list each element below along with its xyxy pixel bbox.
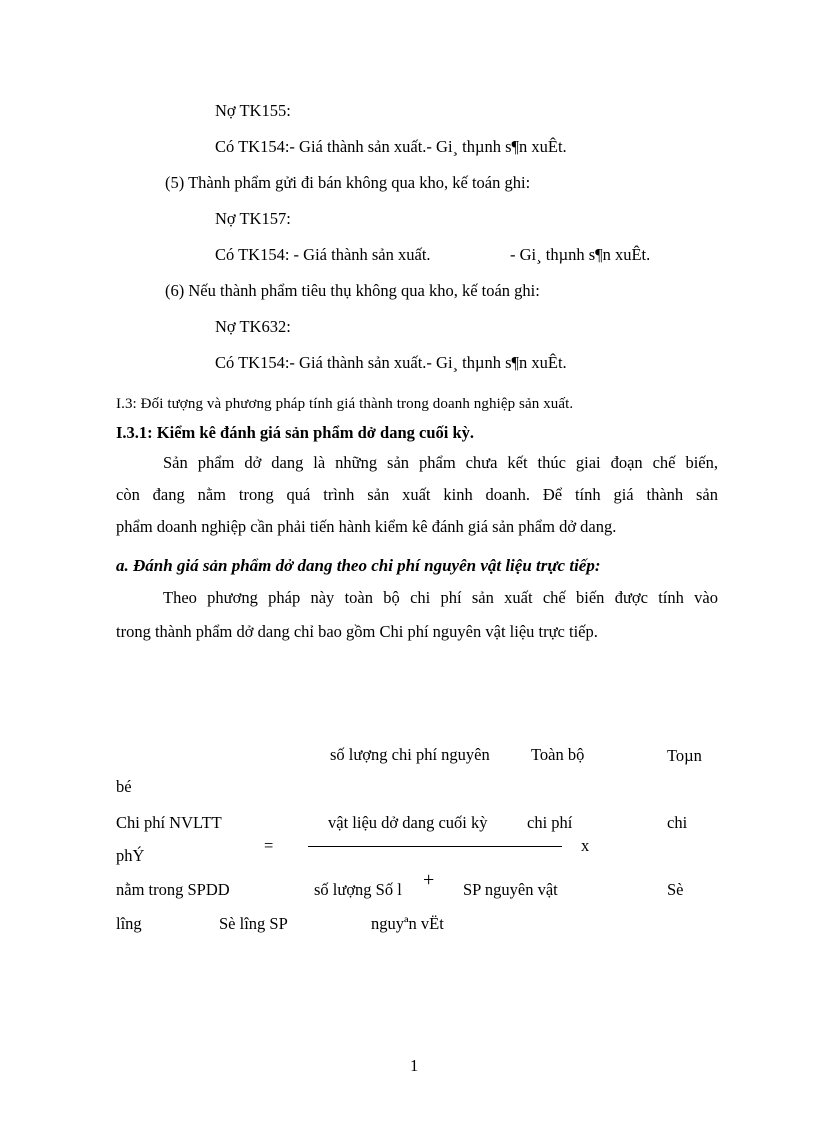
text-no-tk155: Nợ TK155: (215, 101, 291, 120)
formula-lhs-1: Chi phí NVLTT (116, 813, 222, 832)
para1-line3: phẩm doanh nghiệp cần phải tiến hành kiểm kê đánh giá sản phẩm dở dang. (116, 517, 617, 536)
formula-chi: chi (667, 813, 688, 832)
formula-lhs-2: nằm trong SPDD (116, 880, 230, 899)
text-co-tk154-b1: Có TK154: - Giá thành sản xuất. (215, 245, 431, 264)
formula-sp-nguyen-vat: SP nguyên vật (463, 880, 558, 899)
formula-numerator-2: vật liệu dở dang cuối kỳ (328, 813, 488, 832)
heading-a: a. Đánh giá sản phẩm dở dang theo chi phí nguyên vật liệu trực tiếp: (116, 556, 601, 575)
formula-phy: phÝ (116, 846, 145, 865)
formula-se-1: Sè (667, 880, 684, 899)
text-co-tk154-b2: - Gi¸ thµnh s¶n xuÊt. (510, 245, 651, 264)
text-co-tk154-c: Có TK154:- Giá thành sản xuất.- Gi¸ thµnh s¶n xuÊt. (215, 353, 567, 372)
heading-1-3-1: I.3.1: Kiểm kê đánh giá sản phẩm dở dang cuối kỳ. (116, 423, 475, 442)
text-no-tk632: Nợ TK632: (215, 317, 291, 336)
formula-toan-garbled: Toµn (667, 746, 702, 765)
formula-plus: + (423, 869, 435, 891)
formula-toan-bo: Toàn bộ (531, 745, 585, 764)
para2-line1: Theo phương pháp này toàn bộ chi phí sản xuất chế biến được tính vào (163, 588, 718, 607)
text-no-tk157: Nợ TK157: (215, 209, 291, 228)
para2-line2: trong thành phẩm dở dang chỉ bao gồm Chi phí nguyên vật liệu trực tiếp. (116, 622, 598, 641)
formula-numerator-1: số lượng chi phí nguyên (330, 745, 490, 764)
formula-chi-phi: chi phí (527, 813, 573, 832)
formula-nguyen-vat: nguyªn vËt (371, 914, 444, 933)
para1-line1: Sản phẩm dở dang là những sản phẩm chưa kết thúc giai đoạn chế biến, (163, 453, 718, 472)
section-heading-1-3: I.3: Đối tượng và phương pháp tính giá thành trong doanh nghiệp sản xuất. (116, 396, 574, 412)
text-item-5: (5) Thành phẩm gửi đi bán không qua kho, kế toán ghi: (165, 173, 531, 192)
formula-equals: = (264, 836, 274, 855)
para1-line2: còn đang nằm trong quá trình sản xuất kinh doanh. Để tính giá thành sản (116, 485, 718, 504)
page-number: 1 (410, 1056, 419, 1075)
formula-se-luong-sp: Sè lîng SP (219, 914, 288, 933)
formula-be: bé (116, 777, 132, 796)
formula-luong-1: lîng (116, 914, 142, 933)
text-co-tk154-a: Có TK154:- Giá thành sản xuất.- Gi¸ thµnh s¶n xuÊt. (215, 137, 567, 156)
text-item-6: (6) Nếu thành phẩm tiêu thụ không qua kho, kế toán ghi: (165, 281, 540, 300)
formula-times: x (581, 836, 590, 855)
formula-fraction-bar (308, 846, 562, 847)
formula-denominator-1: số lượng Số l (314, 880, 402, 899)
